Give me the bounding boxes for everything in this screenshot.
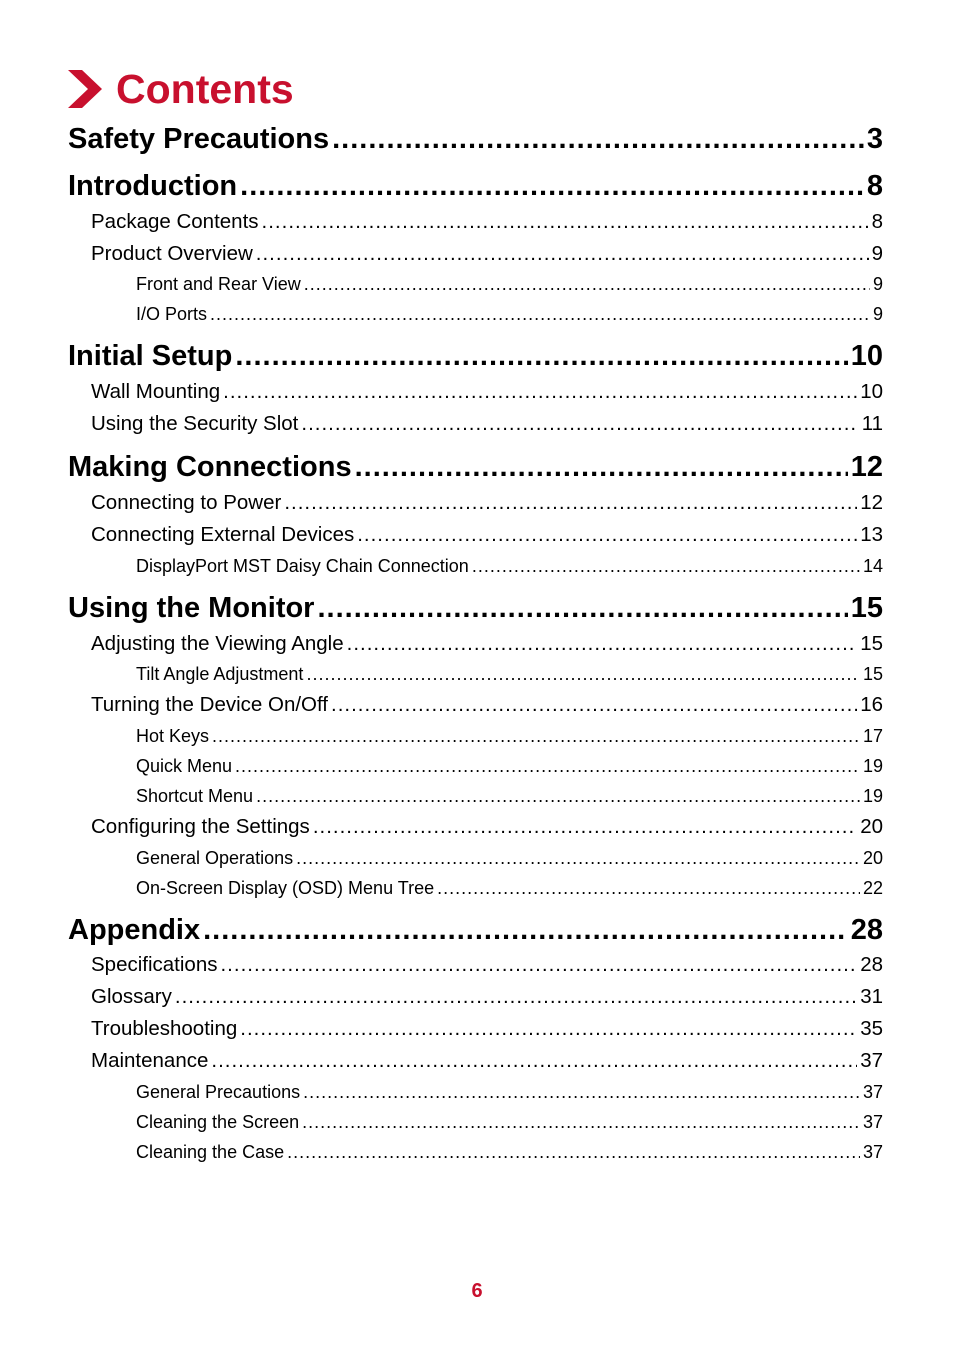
toc-entry-label: Package Contents	[91, 210, 259, 233]
toc-entry-label: Cleaning the Screen	[136, 1112, 300, 1132]
toc-entry-front-and-rear-view[interactable]	[136, 272, 883, 296]
toc-entry-label: Appendix	[68, 914, 201, 946]
toc-entry-label: Front and Rear View	[136, 274, 301, 294]
toc-entry-label: Using the Security Slot	[91, 412, 299, 435]
toc-entry-appendix[interactable]	[68, 913, 883, 947]
toc-entry-connecting-to-power[interactable]	[91, 490, 883, 516]
toc-entry-page: 8	[871, 210, 883, 233]
toc-entry-quick-menu[interactable]	[136, 754, 883, 778]
toc-entry-general-operations[interactable]	[136, 846, 883, 870]
toc-entry-glossary[interactable]	[91, 984, 883, 1010]
toc-entry-initial-setup[interactable]	[68, 339, 883, 373]
toc-entry-tilt-angle-adjustment[interactable]	[136, 662, 883, 686]
dot-leader	[211, 1048, 857, 1074]
toc-entry-page: 16	[860, 693, 883, 716]
toc-entry-package-contents[interactable]	[91, 209, 883, 235]
toc-entry-making-connections[interactable]	[68, 450, 883, 484]
toc-entry-page: 10	[850, 340, 883, 372]
toc-entry-label: Safety Precautions	[68, 123, 330, 155]
toc-entry-hot-keys[interactable]	[136, 724, 883, 748]
toc-entry-page: 20	[862, 848, 883, 868]
dot-leader	[256, 241, 869, 267]
toc-entry-turning-the-device-on-off[interactable]	[91, 692, 883, 718]
dot-leader	[212, 724, 860, 748]
dot-leader	[317, 591, 847, 625]
toc-entry-general-precautions[interactable]	[136, 1080, 883, 1104]
dot-leader	[223, 379, 857, 405]
toc-entry-using-the-monitor[interactable]	[68, 591, 883, 625]
toc-entry-cleaning-the-screen[interactable]	[136, 1110, 883, 1134]
toc-entry-adjusting-the-viewing-angle[interactable]	[91, 631, 883, 657]
toc-entry-using-the-security-slot[interactable]	[91, 411, 883, 437]
toc-entry-label: Hot Keys	[136, 726, 210, 746]
toc-entry-page: 37	[862, 1112, 883, 1132]
toc-entry-label: Specifications	[91, 953, 218, 976]
toc-entry-page: 12	[860, 491, 883, 514]
dot-leader	[235, 754, 860, 778]
dot-leader	[256, 784, 860, 808]
toc-entry-label: Maintenance	[91, 1049, 209, 1072]
dot-leader	[302, 1110, 860, 1134]
toc-entry-label: Initial Setup	[68, 340, 233, 372]
toc-entry-wall-mounting[interactable]	[91, 379, 883, 405]
toc-entry-page: 14	[862, 556, 883, 576]
dot-leader	[313, 814, 857, 840]
dot-leader	[240, 1016, 857, 1042]
toc-entry-page: 37	[862, 1142, 883, 1162]
toc-entry-displayport-mst-daisy-chain[interactable]	[136, 554, 883, 578]
toc-entry-page: 15	[850, 592, 883, 624]
toc-entry-page: 15	[862, 664, 883, 684]
toc-entry-troubleshooting[interactable]	[91, 1016, 883, 1042]
page-title	[68, 64, 294, 114]
toc-entry-label: Making Connections	[68, 451, 352, 483]
dot-leader	[332, 122, 864, 156]
toc-entry-page: 37	[860, 1049, 883, 1072]
toc-entry-page: 19	[862, 786, 883, 806]
toc-entry-label: Troubleshooting	[91, 1017, 238, 1040]
toc-entry-introduction[interactable]	[68, 169, 883, 203]
toc-entry-maintenance[interactable]	[91, 1048, 883, 1074]
toc-entry-configuring-the-settings[interactable]	[91, 814, 883, 840]
toc-entry-page: 13	[860, 523, 883, 546]
dot-leader	[220, 952, 857, 978]
dot-leader	[472, 554, 860, 578]
dot-leader	[301, 411, 858, 437]
toc-entry-page: 15	[860, 632, 883, 655]
toc-entry-cleaning-the-case[interactable]	[136, 1140, 883, 1164]
toc-entry-shortcut-menu[interactable]	[136, 784, 883, 808]
chevron-right-icon	[68, 70, 102, 108]
toc-entry-specifications[interactable]	[91, 952, 883, 978]
toc-entry-label: I/O Ports	[136, 304, 208, 324]
toc-entry-label: Product Overview	[91, 242, 253, 265]
toc-entry-label: On-Screen Display (OSD) Menu Tree	[136, 878, 435, 898]
toc-entry-label: General Operations	[136, 848, 294, 868]
dot-leader	[240, 169, 864, 203]
toc-entry-page: 12	[850, 451, 883, 483]
toc-entry-label: Glossary	[91, 985, 172, 1008]
dot-leader	[235, 339, 847, 373]
toc-entry-page: 10	[860, 380, 883, 403]
toc-entry-page: 17	[862, 726, 883, 746]
dot-leader	[304, 272, 870, 296]
toc-entry-page: 9	[872, 274, 883, 294]
toc-entry-label: Using the Monitor	[68, 592, 315, 624]
toc-entry-page: 3	[866, 123, 883, 155]
toc-entry-page: 28	[860, 953, 883, 976]
dot-leader	[355, 450, 848, 484]
dot-leader	[210, 302, 870, 326]
dot-leader	[303, 1080, 860, 1104]
dot-leader	[284, 490, 857, 516]
toc-entry-label: Connecting External Devices	[91, 523, 355, 546]
page-title-text: Contents	[116, 66, 294, 112]
toc-entry-page: 19	[862, 756, 883, 776]
toc-entry-label: Turning the Device On/Off	[91, 693, 329, 716]
dot-leader	[347, 631, 858, 657]
dot-leader	[437, 876, 860, 900]
toc-entry-page: 28	[850, 914, 883, 946]
toc-entry-label: Introduction	[68, 170, 238, 202]
toc-entry-page: 31	[860, 985, 883, 1008]
toc-entry-osd-menu-tree[interactable]	[136, 876, 883, 900]
page-number: 6	[471, 1280, 483, 1302]
toc-entry-label: General Precautions	[136, 1082, 301, 1102]
dot-leader	[287, 1140, 860, 1164]
toc-entry-label: Shortcut Menu	[136, 786, 254, 806]
toc-entry-connecting-external-devices[interactable]	[91, 522, 883, 548]
toc-entry-label: Wall Mounting	[91, 380, 221, 403]
toc-entry-label: Tilt Angle Adjustment	[136, 664, 304, 684]
toc-entry-page: 20	[860, 815, 883, 838]
toc-entry-page: 9	[871, 242, 883, 265]
dot-leader	[306, 662, 860, 686]
toc-entry-page: 37	[862, 1082, 883, 1102]
toc-entry-page: 35	[860, 1017, 883, 1040]
toc-entry-page: 9	[872, 304, 883, 324]
dot-leader	[175, 984, 857, 1010]
toc-entry-label: DisplayPort MST Daisy Chain Connection	[136, 556, 469, 576]
toc-entry-label: Configuring the Settings	[91, 815, 310, 838]
dot-leader	[331, 692, 857, 718]
toc-entry-page: 22	[862, 878, 883, 898]
toc-entry-label: Adjusting the Viewing Angle	[91, 632, 344, 655]
toc-entry-io-ports[interactable]	[136, 302, 883, 326]
dot-leader	[203, 913, 848, 947]
dot-leader	[262, 209, 869, 235]
toc-entry-page: 11	[861, 412, 883, 435]
toc-entry-safety-precautions[interactable]	[68, 122, 883, 156]
toc-entry-label: Cleaning the Case	[136, 1142, 285, 1162]
dot-leader	[296, 846, 860, 870]
dot-leader	[357, 522, 857, 548]
toc-entry-label: Connecting to Power	[91, 491, 282, 514]
toc-entry-product-overview[interactable]	[91, 241, 883, 267]
toc-entry-label: Quick Menu	[136, 756, 233, 776]
toc-entry-page: 8	[866, 170, 883, 202]
